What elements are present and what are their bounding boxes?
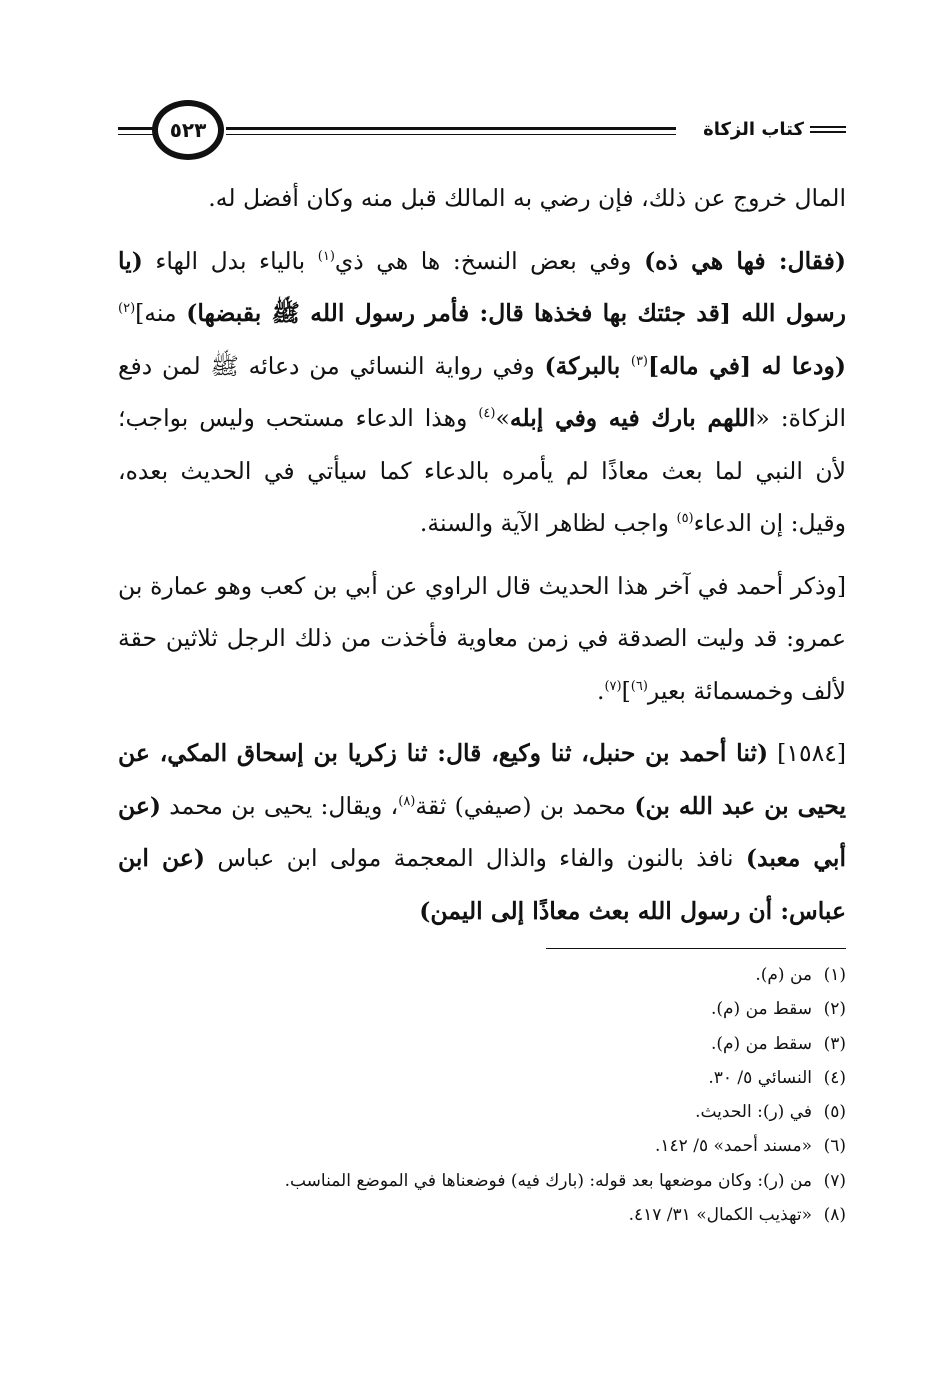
footnote — [116, 1164, 846, 1198]
footnote — [116, 1129, 846, 1163]
commentary-text: منه] — [135, 299, 187, 327]
footnote-ref: (٥) — [676, 511, 694, 527]
page-header — [118, 100, 846, 172]
footnote — [116, 1061, 846, 1095]
footnote — [116, 992, 846, 1026]
footnote-text: «مسند أحمد» ٥/ ١٤٢. — [654, 1136, 812, 1157]
hadith-text: (ثنا أحمد بن حنبل، ثنا وكيع، قال: ثنا زكريا بن إسحاق المكي، عن يحيى بن عبد الله بن) — [118, 739, 847, 820]
commentary-text: وفي بعض النسخ: ها هي ذي — [334, 246, 645, 275]
hadith-text: (فقال: فها هي ذه) — [644, 246, 846, 275]
footnote-number: (٢) — [823, 999, 846, 1020]
footnote-ref: (٦) — [630, 678, 648, 694]
header-ornament-line — [810, 126, 846, 128]
footnote-number: (٣) — [823, 1033, 846, 1054]
paragraph — [118, 727, 846, 937]
commentary-text: وهذا الدعاء مستحب وليس بواجب؛ لأن النبي لما بعث معاذًا لم يأمره بالدعاء كما سيأتي في الحديث بعده، وقيل: إن الدعاء — [118, 404, 846, 537]
footnote-ref: (٨) — [398, 793, 416, 809]
footnote-ref: (٧) — [604, 678, 622, 694]
commentary-text: واجب لظاهر الآية والسنة. — [419, 509, 677, 537]
footnote-number: (٧) — [823, 1170, 846, 1191]
header-rule-left-thin — [118, 134, 156, 135]
main-text — [118, 172, 846, 937]
page-number-badge — [152, 100, 224, 160]
footnote-number: (٥) — [823, 1102, 846, 1123]
footnote-ref: (٤) — [478, 406, 496, 422]
footnote-text: سقط من (م). — [710, 1033, 812, 1054]
commentary-text: ، ويقال: يحيى بن محمد — [161, 791, 399, 820]
footnote-separator — [546, 948, 846, 949]
paragraph — [118, 235, 846, 550]
commentary-text: محمد بن (صيفي) ثقة — [415, 791, 635, 820]
paragraph — [118, 172, 846, 225]
footnote-text: في (ر): الحديث. — [695, 1102, 812, 1123]
page-number: ٥٢٣ — [169, 118, 207, 142]
commentary-text: . — [596, 676, 605, 705]
footnote-ref: (٢) — [118, 301, 136, 317]
footnote-number: (١) — [823, 965, 846, 985]
footnote-number: (٤) — [823, 1067, 846, 1088]
hadith-text: بالبركة) — [544, 351, 631, 380]
commentary-text: المال خروج عن ذلك، فإن رضي به المالك قبل منه وكان أفضل له. — [208, 184, 846, 212]
commentary-text: » — [495, 404, 510, 432]
chapter-title: كتاب الزكاة — [703, 119, 804, 140]
footnote — [116, 1198, 846, 1232]
commentary-text: بالياء بدل الهاء — [142, 246, 318, 275]
paragraph — [118, 560, 846, 718]
commentary-text: وفي رواية النسائي من دعائه ﷺ لمن دفع الزكاة: « — [118, 351, 846, 432]
header-rule — [226, 127, 676, 130]
header-ornament-line — [810, 131, 846, 133]
footnote-text: «تهذيب الكمال» ٣١/ ٤١٧. — [628, 1205, 812, 1226]
footnote — [116, 958, 846, 992]
commentary-text: [وذكر أحمد في آخر هذا الحديث قال الراوي عن أبي بن كعب وهو عمارة بن عمرو: قد وليت الصدقة في زمن معاوية فأخذت من ذلك الرجل ثلاثين حقة لألف وخمسمائة بعير — [118, 571, 846, 705]
footnote-text: من (م). — [755, 965, 812, 985]
footnote — [116, 1095, 846, 1129]
header-rule-thin — [226, 134, 676, 135]
commentary-text: نافذ بالنون والفاء والذال المعجمة مولى ابن عباس — [205, 844, 746, 872]
hadith-text: (عن ابن عباس: أن رسول الله بعث معاذًا إلى اليمن) — [118, 844, 846, 925]
footnote-text: النسائي ٥/ ٣٠. — [708, 1067, 812, 1088]
hadith-text: (يا رسول الله [قد جئتك بها فخذها قال: فأمر رسول الله ﷺ بقبضها) — [118, 246, 847, 327]
hadith-text: اللهم بارك فيه وفي إبله — [509, 404, 756, 432]
footnote-list — [116, 958, 846, 1232]
footnote-number: (٨) — [823, 1205, 846, 1226]
footnote — [116, 1027, 846, 1061]
footnote-ref: (٣) — [630, 353, 648, 369]
footnote-ref: (١) — [317, 248, 335, 264]
footnote-number: (٦) — [823, 1136, 846, 1157]
hadith-text: (ودعا له [في ماله] — [648, 351, 846, 380]
header-rule-left — [118, 127, 156, 130]
commentary-text: ] — [621, 676, 631, 705]
commentary-text: [١٥٨٤] — [768, 739, 846, 767]
footnote-text: من (ر): وكان موضعها بعد قوله: (بارك فيه) فوضعناها في الموضع المناسب. — [284, 1170, 812, 1191]
footnote-text: سقط من (م). — [710, 999, 812, 1020]
hadith-text: (عن أبي معبد) — [118, 791, 847, 872]
